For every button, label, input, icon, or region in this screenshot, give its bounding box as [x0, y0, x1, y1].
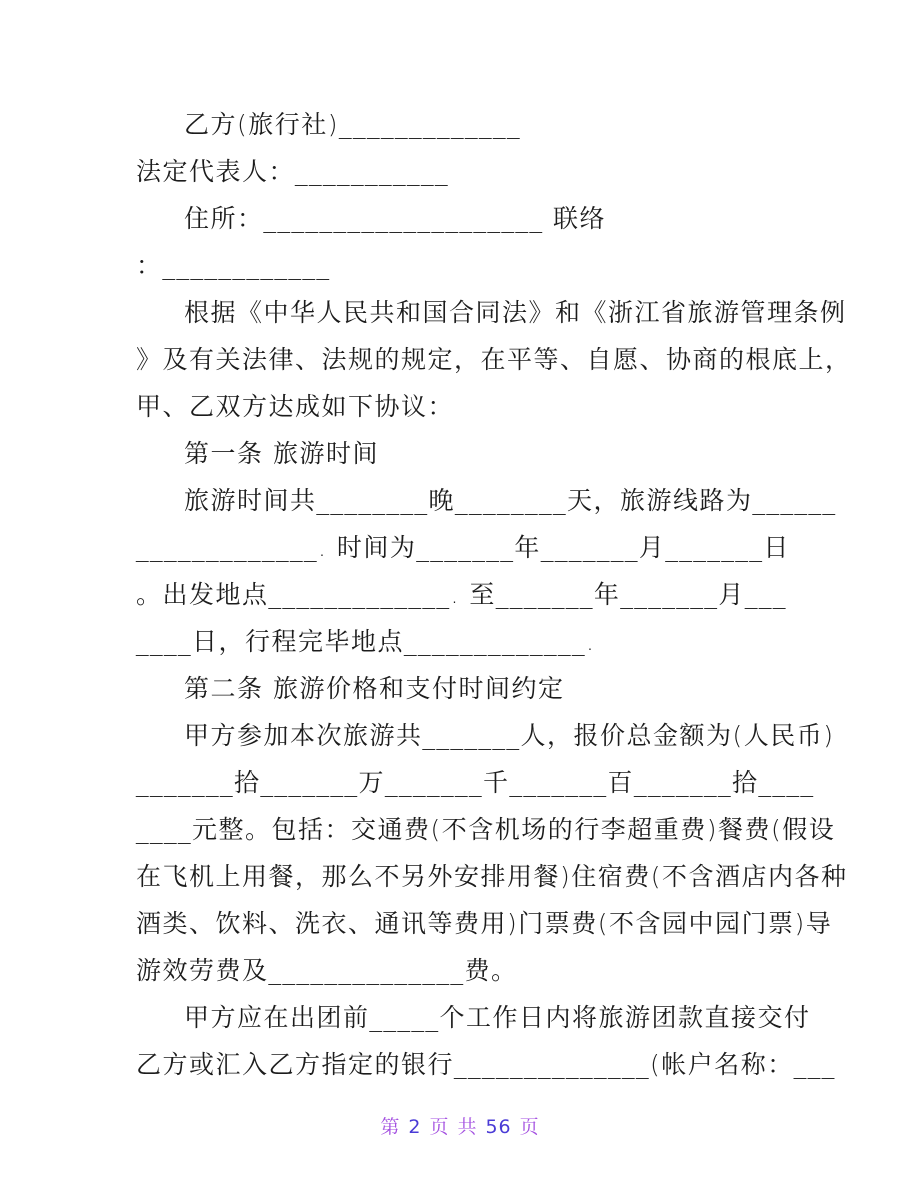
text-line: 在飞机上用餐，那么不另外安排用餐)住宿费(不含酒店内各种 — [136, 862, 848, 891]
footer-label: 页 — [429, 1116, 450, 1138]
footer-label: 共 — [457, 1116, 478, 1138]
footer-label: 第 — [380, 1116, 401, 1138]
footer-page-number: 2 — [408, 1116, 422, 1138]
text-line: 根据《中华人民共和国合同法》和《浙江省旅游管理条例 — [184, 298, 847, 327]
text-line: 第二条 旅游价格和支付时间约定 — [184, 674, 565, 703]
text-line: 。出发地点_____________. 至_______年_______月___ — [136, 580, 787, 609]
text-line: 乙方(旅行社)_____________ — [184, 110, 522, 139]
text-line: 》及有关法律、法规的规定，在平等、自愿、协商的根底上， — [136, 345, 852, 374]
text-line: 法定代表人：___________ — [136, 157, 450, 186]
text-line: 甲方应在出团前_____个工作日内将旅游团款直接交付 — [184, 1003, 811, 1032]
text-line: _______拾_______万_______千_______百_______拾____ — [136, 768, 815, 797]
text-line: 游效劳费及______________费。 — [136, 956, 518, 985]
text-line: 甲方参加本次旅游共_______人，报价总金额为(人民币) — [184, 721, 835, 750]
text-line: 第一条 旅游时间 — [184, 439, 379, 468]
text-line: ____日，行程完毕地点_____________. — [136, 627, 596, 656]
text-line: _____________. 时间为_______年_______月_______日 — [136, 533, 790, 562]
page-footer — [0, 1112, 920, 1142]
text-line: 酒类、饮料、洗衣、通讯等费用)门票费(不含园中园门票)导 — [136, 909, 833, 938]
text-line: 住所：____________________ 联络 — [184, 204, 606, 233]
footer-page-number: 56 — [485, 1116, 512, 1138]
text-line: 甲、乙双方达成如下协议： — [136, 392, 455, 421]
text-line: 旅游时间共________晚________天，旅游线路为______ — [184, 486, 837, 515]
text-line: 乙方或汇入乙方指定的银行______________(帐户名称：___ — [136, 1050, 836, 1079]
text-line: ：____________ — [136, 251, 331, 280]
text-line: ____元整。包括：交通费(不含机场的行李超重费)餐费(假设 — [136, 815, 836, 844]
footer-label: 页 — [519, 1116, 540, 1138]
